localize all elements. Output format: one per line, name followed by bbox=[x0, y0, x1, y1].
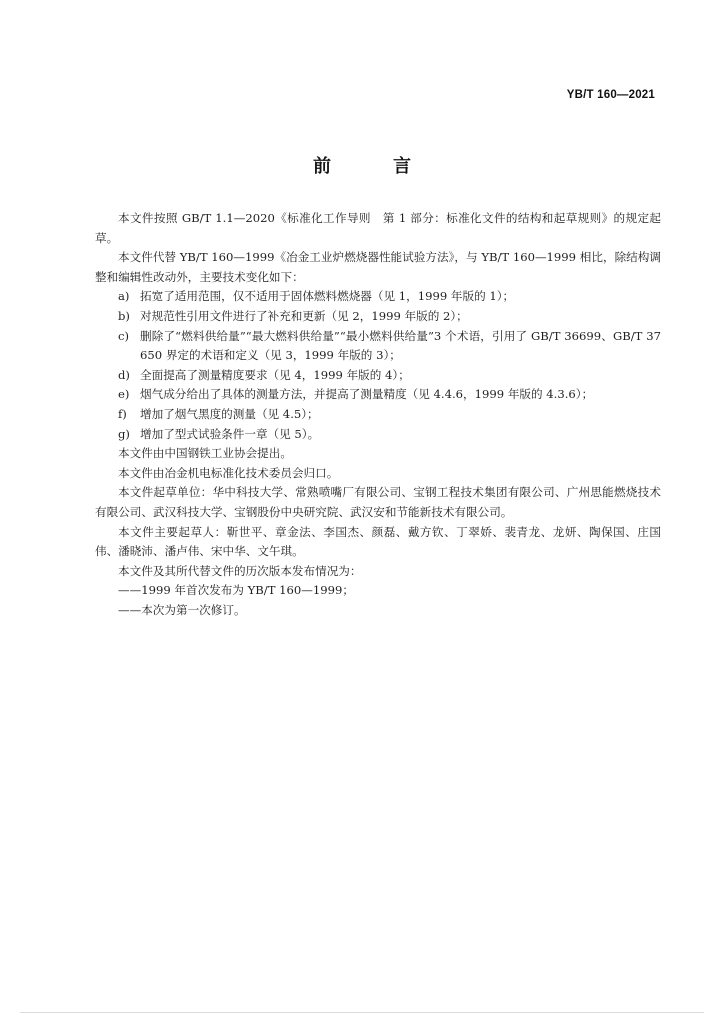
list-marker: c) bbox=[118, 328, 130, 343]
list-item-text: 烟气成分给出了具体的测量方法，并提高了测量精度（见 4.4.6，1999 年版的 4.3.6）； bbox=[140, 387, 594, 402]
list-item-text: 拓宽了适用范围，仅不适用于固体燃料燃烧器（见 1，1999 年版的 1）； bbox=[140, 289, 515, 304]
standard-code: YB/T 160—2021 bbox=[566, 89, 655, 101]
paragraph-drafting-rule: 本文件按照 GB/T 1.1—2020《标准化工作导则 第 1 部分：标准化文件的结构和起草规则》的规定起草。 bbox=[95, 211, 661, 245]
list-item bbox=[95, 307, 661, 327]
list-item-text: 增加了烟气黑度的测量（见 4.5）； bbox=[140, 406, 319, 421]
list-item bbox=[95, 287, 661, 307]
list-item bbox=[95, 385, 661, 405]
page-title: 前 言 bbox=[313, 156, 433, 177]
list-item-text: 删除了“燃料供给量”“最大燃料供给量”“最小燃料供给量”3 个术语，引用了 GB/T 36699、GB/T 37650 界定的术语和定义（见 3，1999 年版的 3）； bbox=[140, 328, 661, 363]
list-item bbox=[95, 405, 661, 425]
foreword-body bbox=[95, 209, 661, 620]
paragraph-replacement: 本文件代替 YB/T 160—1999《冶金工业炉燃烧器性能试验方法》，与 YB/T 160—1999 相比，除结构调整和编辑性改动外，主要技术变化如下： bbox=[95, 250, 661, 284]
list-marker: e) bbox=[118, 387, 130, 402]
list-item bbox=[95, 366, 661, 386]
list-marker: f) bbox=[118, 406, 127, 421]
paragraph-history-intro: 本文件及其所代替文件的历次版本发布情况为： bbox=[118, 563, 362, 578]
technical-changes-list bbox=[95, 287, 661, 444]
list-item-text: 全面提高了测量精度要求（见 4，1999 年版的 4）； bbox=[140, 367, 410, 382]
paragraph-drafting-units: 本文件起草单位：华中科技大学、常熟喷嘴厂有限公司、宝钢工程技术集团有限公司、广州思能燃烧技术有限公司、武汉科技大学、宝钢股份中央研究院、武汉安和节能新技术有限公司。 bbox=[95, 485, 661, 519]
list-item bbox=[95, 425, 661, 445]
list-marker: d) bbox=[118, 367, 130, 382]
paragraph-proposer: 本文件由中国钢铁工业协会提出。 bbox=[118, 446, 292, 461]
paragraph-drafters: 本文件主要起草人：靳世平、章金法、李国杰、颜磊、戴方钦、丁翠娇、裴青龙、龙妍、陶保国、庄国伟、潘晓沛、潘卢伟、宋中华、文午琪。 bbox=[95, 524, 661, 559]
list-item bbox=[95, 327, 661, 366]
list-item-text: 增加了型式试验条件一章（见 5）。 bbox=[140, 426, 320, 441]
paragraph-committee: 本文件由冶金机电标准化技术委员会归口。 bbox=[118, 465, 339, 480]
history-entry: ——本次为第一次修订。 bbox=[118, 602, 246, 617]
list-marker: g) bbox=[118, 426, 130, 441]
page-bottom-divider bbox=[20, 1012, 704, 1013]
list-marker: a) bbox=[118, 289, 130, 304]
list-item-text: 对规范性引用文件进行了补充和更新（见 2，1999 年版的 2）； bbox=[140, 308, 468, 323]
list-marker: b) bbox=[118, 308, 130, 323]
history-entry: ——1999 年首次发布为 YB/T 160—1999； bbox=[118, 583, 354, 598]
